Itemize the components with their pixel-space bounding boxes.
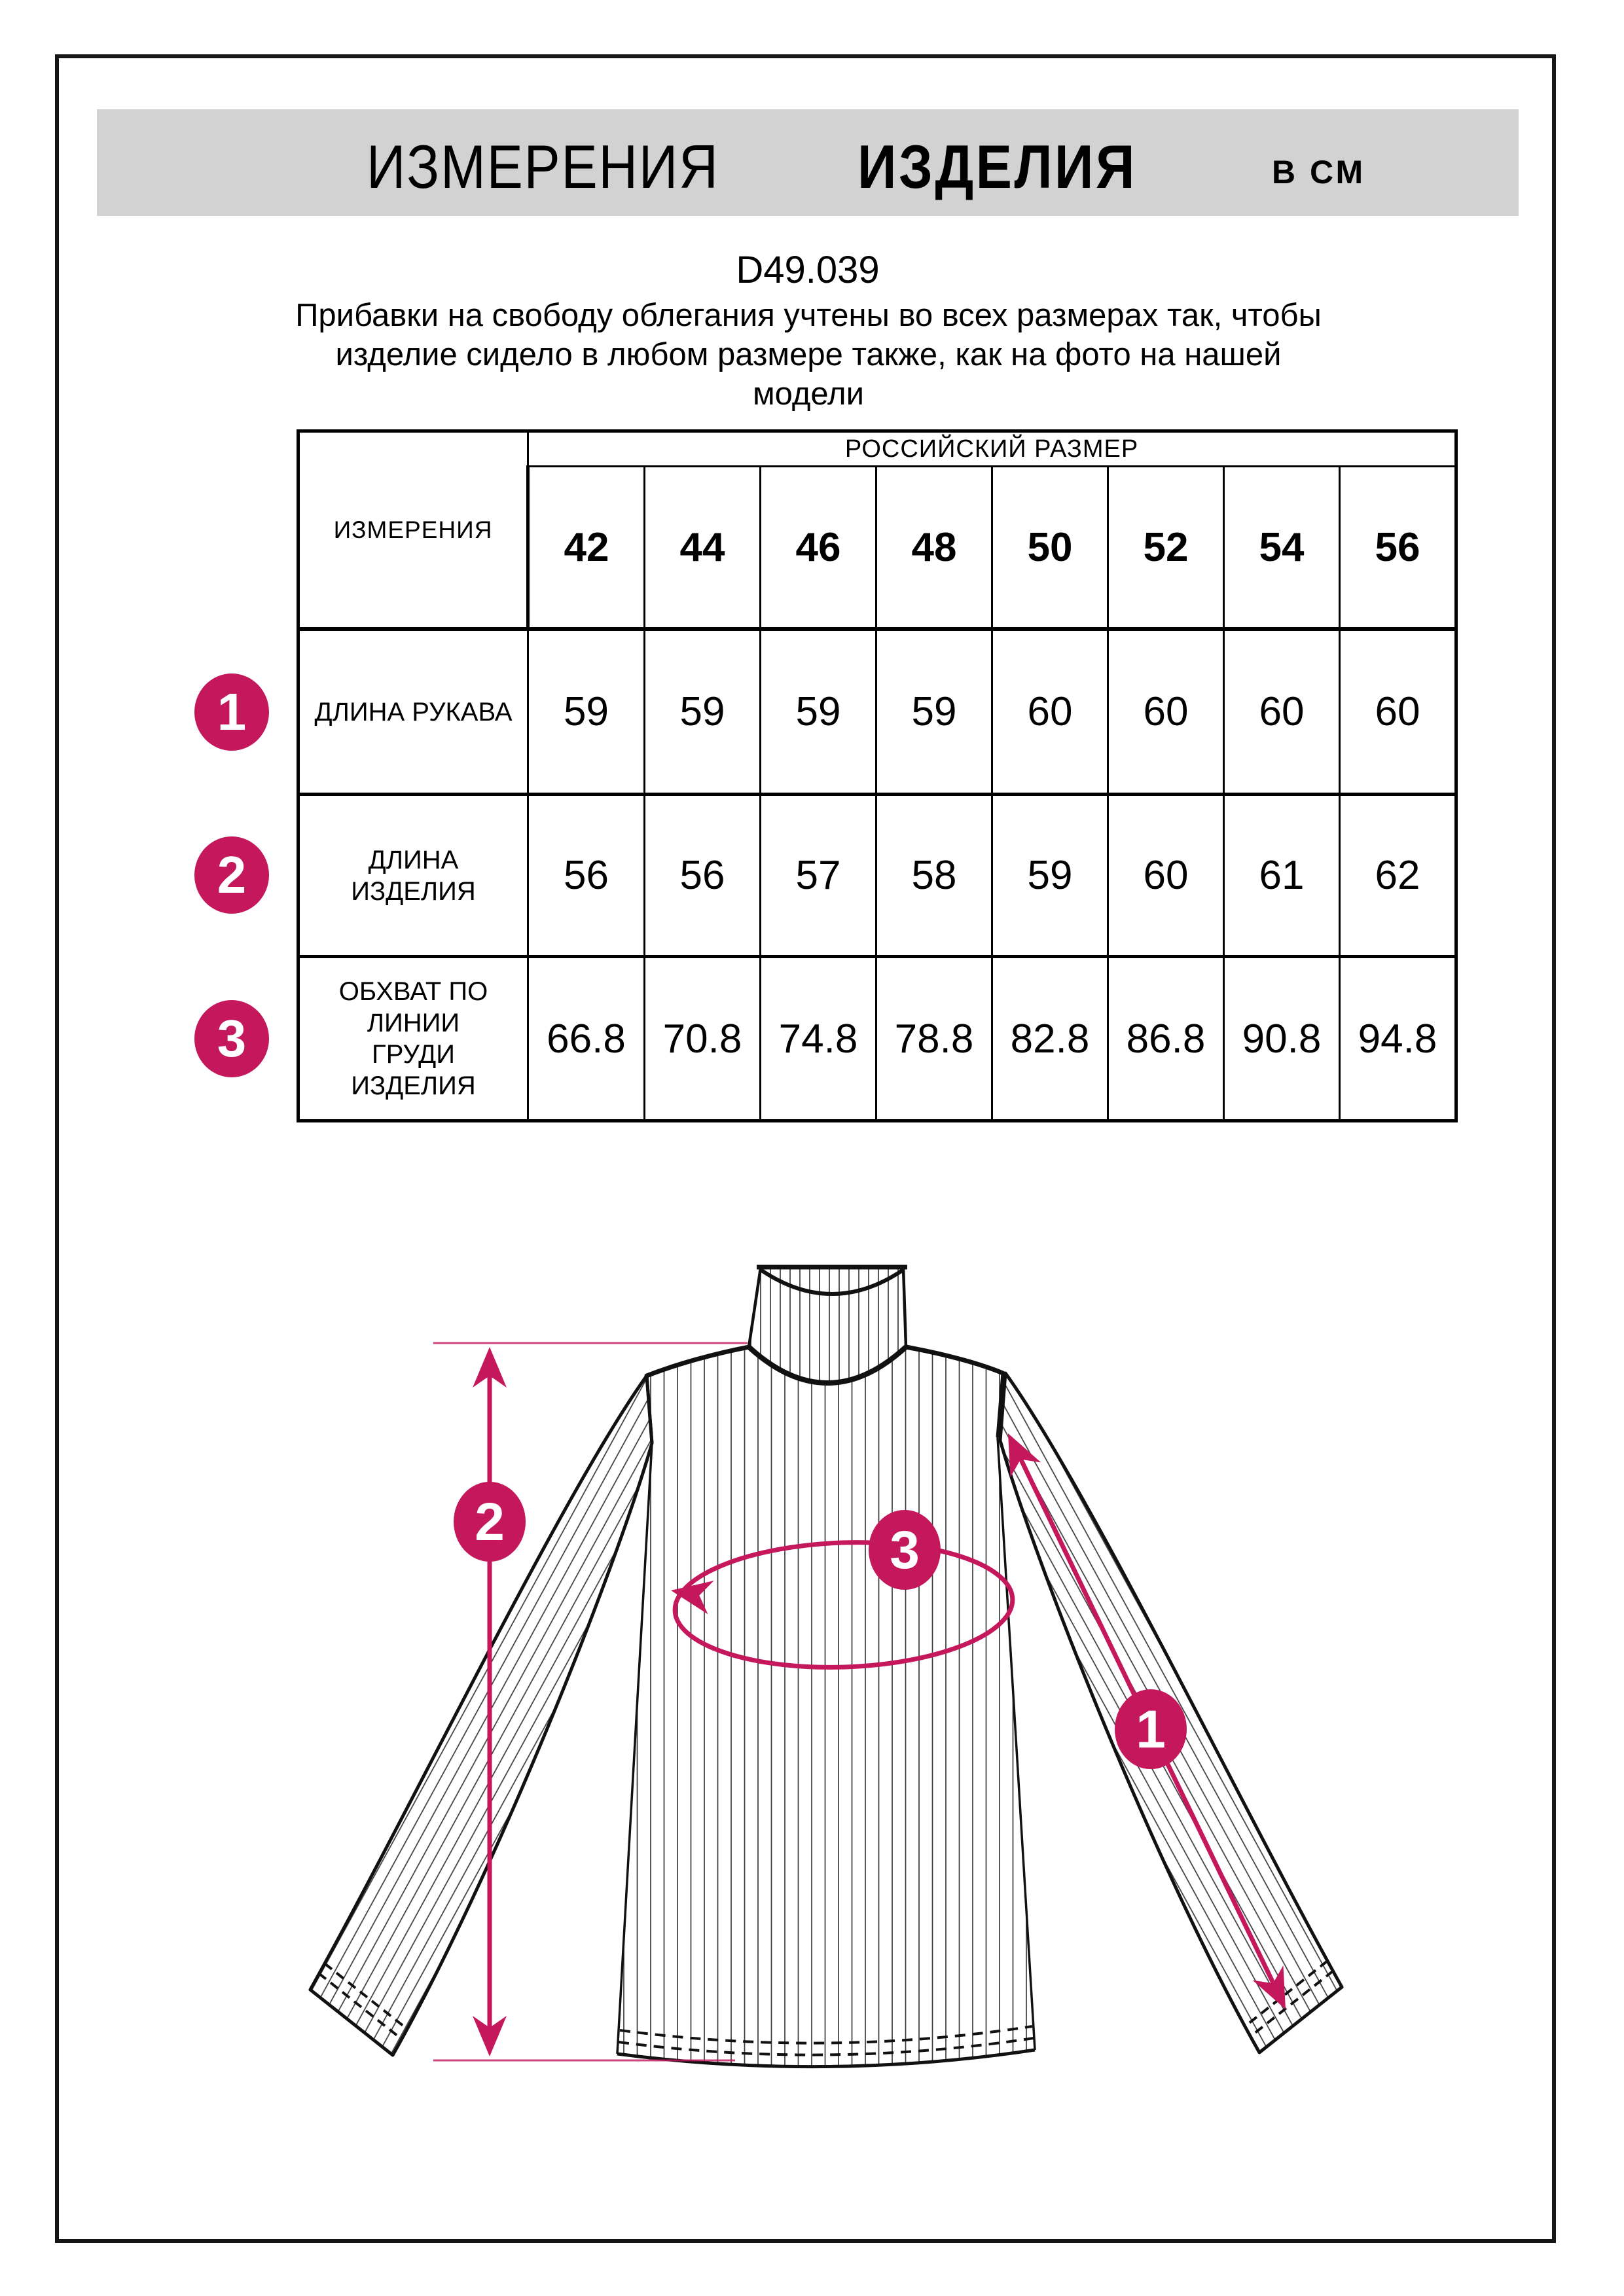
measurement-value: 82.8 (992, 957, 1108, 1121)
row-label: ДЛИНА ИЗДЕЛИЯ (298, 795, 528, 957)
measurement-value: 78.8 (876, 957, 992, 1121)
row-marker-3: 3 (194, 1000, 269, 1077)
product-code: D49.039 (736, 249, 880, 291)
size-column-header: 52 (1108, 467, 1224, 630)
diagram-marker-3 (869, 1510, 941, 1590)
size-measurements-table (297, 429, 1458, 1122)
garment-diagram (196, 1178, 1479, 2108)
measurement-value: 70.8 (645, 957, 761, 1121)
measurement-value: 58 (876, 795, 992, 957)
row-marker-2: 2 (194, 836, 269, 914)
measurement-value: 86.8 (1108, 957, 1224, 1121)
page-title: ИЗМЕРЕНИЯ (367, 132, 719, 201)
measurement-value: 66.8 (528, 957, 645, 1121)
svg-text:2: 2 (475, 1492, 505, 1552)
svg-text:1: 1 (1136, 1700, 1166, 1759)
table-corner-label: ИЗМЕРЕНИЯ (298, 431, 528, 630)
size-header: РОССИЙСКИЙ РАЗМЕР (528, 431, 1456, 467)
size-column-header: 46 (761, 467, 876, 630)
fit-note (223, 296, 1394, 414)
measurement-value: 62 (1340, 795, 1456, 957)
table-row (298, 629, 1456, 795)
measurement-value: 60 (1224, 629, 1340, 795)
measurement-value: 60 (992, 629, 1108, 795)
measurement-value: 60 (1340, 629, 1456, 795)
table-row (298, 795, 1456, 957)
svg-text:3: 3 (890, 1520, 920, 1580)
measurement-value: 90.8 (1224, 957, 1340, 1121)
table-row (298, 957, 1456, 1121)
measurement-value: 60 (1108, 629, 1224, 795)
size-column-header: 42 (528, 467, 645, 630)
size-column-header: 50 (992, 467, 1108, 630)
measurement-value: 59 (992, 795, 1108, 957)
fit-note-line: модели (752, 376, 865, 412)
diagram-marker-2 (454, 1482, 526, 1562)
title-units-label: В СМ (1272, 154, 1366, 190)
row-marker-1: 1 (194, 673, 269, 751)
fit-note-line: изделие сидело в любом размере также, как на фото на нашей (335, 337, 1282, 372)
measurement-value: 59 (528, 629, 645, 795)
title-bar (97, 109, 1519, 216)
measurement-value: 61 (1224, 795, 1340, 957)
size-column-header: 48 (876, 467, 992, 630)
measurement-value: 74.8 (761, 957, 876, 1121)
measurement-value: 60 (1108, 795, 1224, 957)
page-title-bold: ИЗДЕЛИЯ (857, 132, 1137, 201)
measurement-value: 59 (761, 629, 876, 795)
measurement-value: 56 (528, 795, 645, 957)
row-label: ОБХВАТ ПО ЛИНИИ ГРУДИ ИЗДЕЛИЯ (298, 957, 528, 1121)
size-column-header: 56 (1340, 467, 1456, 630)
measurement-value: 56 (645, 795, 761, 957)
size-column-header: 44 (645, 467, 761, 630)
measurement-value: 59 (876, 629, 992, 795)
measurement-value: 59 (645, 629, 761, 795)
measurement-value: 57 (761, 795, 876, 957)
size-column-header: 54 (1224, 467, 1340, 630)
row-label: ДЛИНА РУКАВА (298, 629, 528, 795)
diagram-marker-1 (1115, 1689, 1187, 1769)
fit-note-line: Прибавки на свободу облегания учтены во всех размерах так, чтобы (295, 298, 1322, 333)
measurement-value: 94.8 (1340, 957, 1456, 1121)
